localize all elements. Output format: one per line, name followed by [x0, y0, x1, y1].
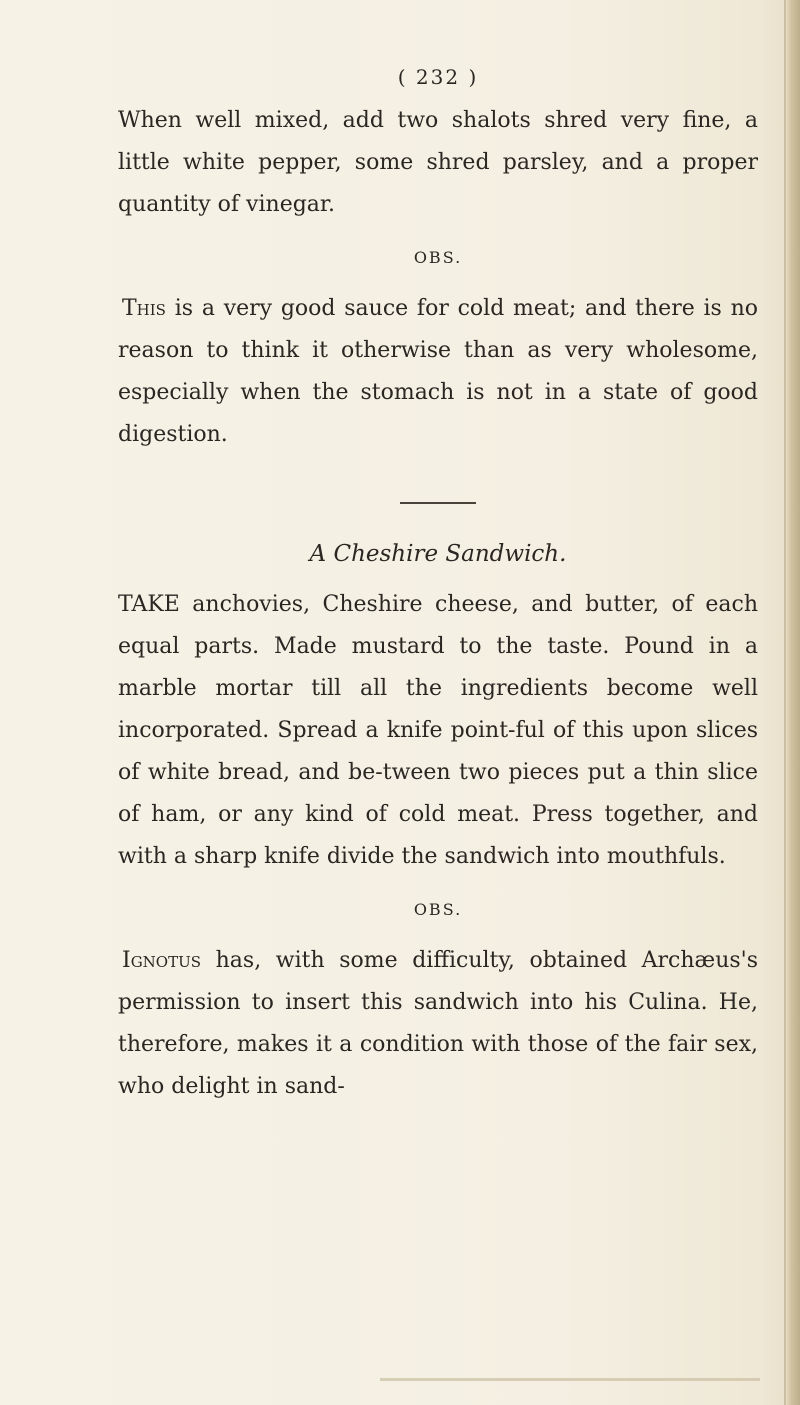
paragraph-continuation: When well mixed, add two shalots shred very fine, a little white pepper, some shred parsley, and a proper quantity of vinegar.	[118, 108, 758, 217]
page-edge	[784, 0, 786, 1405]
obs-lead-word-1: This	[122, 296, 166, 321]
obs-text-2: has, with some difficulty, obtained Archæus's permission to insert this sandwich into his Culina. He, therefore, makes it a condition with those of the fair sex, who delight in sand-	[118, 948, 758, 1099]
obs-paragraph-1	[118, 288, 758, 456]
page-content	[118, 60, 758, 1108]
obs-lead-word-2: Ignotus	[122, 948, 202, 973]
obs-text-1: is a very good sauce for cold meat; and there is no reason to think it otherwise than as very wholesome, especially when the stomach is not in a state of good digestion.	[118, 296, 758, 447]
page-bottom-mark	[380, 1378, 760, 1381]
recipe-title: A Cheshire Sandwich.	[309, 541, 567, 567]
obs-paragraph-2	[118, 940, 758, 1108]
section-divider	[400, 502, 476, 504]
page-number: ( 232 )	[397, 65, 479, 89]
obs-heading-1: OBS.	[413, 248, 463, 267]
obs-heading-2: OBS.	[413, 900, 463, 919]
page-gutter	[786, 0, 800, 1405]
recipe-body: TAKE anchovies, Cheshire cheese, and butter, of each equal parts. Made mustard to the taste. Pound in a marble mortar till all the ingredients become well incorporated. Spread a knife point-ful of this upon slices of white bread, and be-tween two pieces put a thin slice of ham, or any kind of cold meat. Press together, and with a sharp knife divide the sandwich into mouthfuls.	[118, 592, 758, 869]
